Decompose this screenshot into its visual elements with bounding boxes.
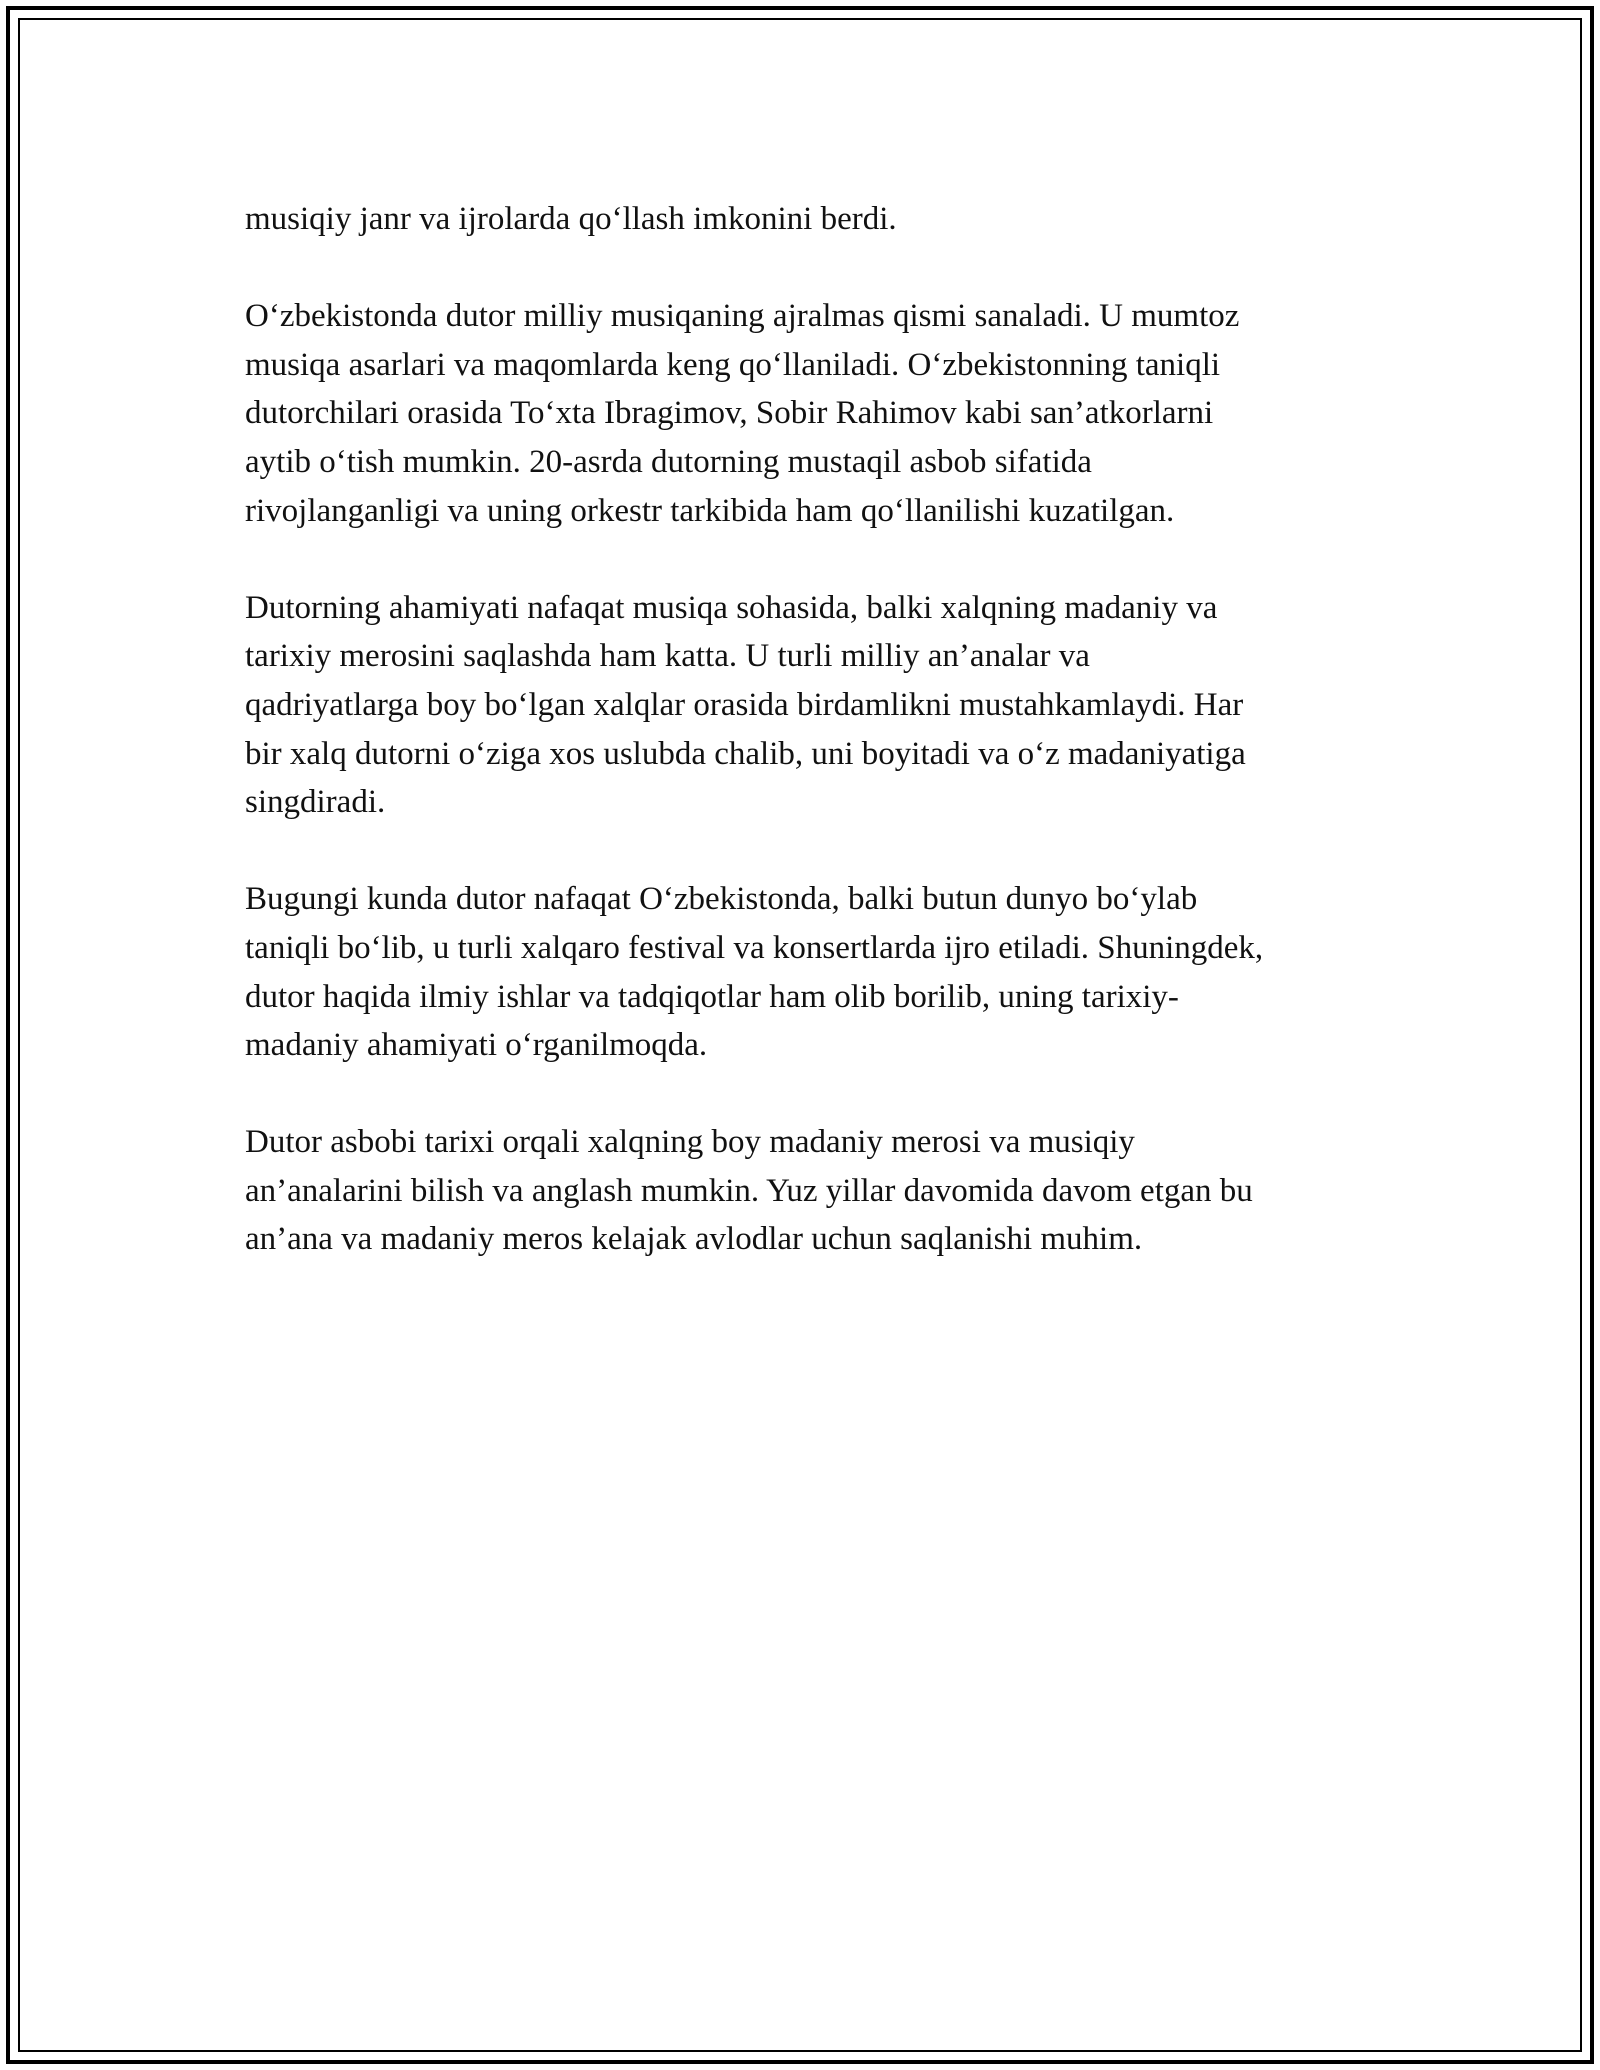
- document-body: [245, 195, 1395, 1313]
- paragraph-1: musiqiy janr va ijrolarda qo‘llash imkonini berdi.: [245, 201, 897, 237]
- paragraph-4: Bugungi kunda dutor nafaqat O‘zbekistonda, balki butun dunyo bo‘ylab taniqli bo‘lib, u turli xalqaro festival va konsertlarda ijro etiladi. Shuningdek, dutor haqida ilmiy ishlar va tadqiqotlar ham olib borilib, uning tarixiy- madaniy ahamiyati o‘rganilmoqda.: [245, 881, 1264, 1064]
- page-frame: [6, 6, 1594, 2064]
- paragraph-3: Dutorning ahamiyati nafaqat musiqa sohasida, balki xalqning madaniy va tarixiy merosini saqlashda ham katta. U turli milliy an’analar va qadriyatlarga boy bo‘lgan xalqlar orasida birdamlikni mustahkamlaydi. Har bir xalq dutorni o‘ziga xos uslubda chalib, uni boyitadi va o‘z madaniyatiga singdiradi.: [245, 589, 1246, 821]
- paragraph-2: O‘zbekistonda dutor milliy musiqaning ajralmas qismi sanaladi. U mumtoz musiqa asarlari va maqomlarda keng qo‘llaniladi. O‘zbekistonning taniqli dutorchilari orasida To‘xta Ibragimov, Sobir Rahimov kabi san’atkorlarni aytib o‘tish mumkin. 20-asrda dutorning mustaqil asbob sifatida rivojlanganligi va uning orkestr tarkibida ham qo‘llanilishi kuzatilgan.: [245, 298, 1240, 529]
- paragraph-5: Dutor asbobi tarixi orqali xalqning boy madaniy merosi va musiqiy an’analarini bilish va anglash mumkin. Yuz yillar davomida davom etgan bu an’ana va madaniy meros kelajak avlodlar uchun saqlanishi muhim.: [245, 1124, 1253, 1258]
